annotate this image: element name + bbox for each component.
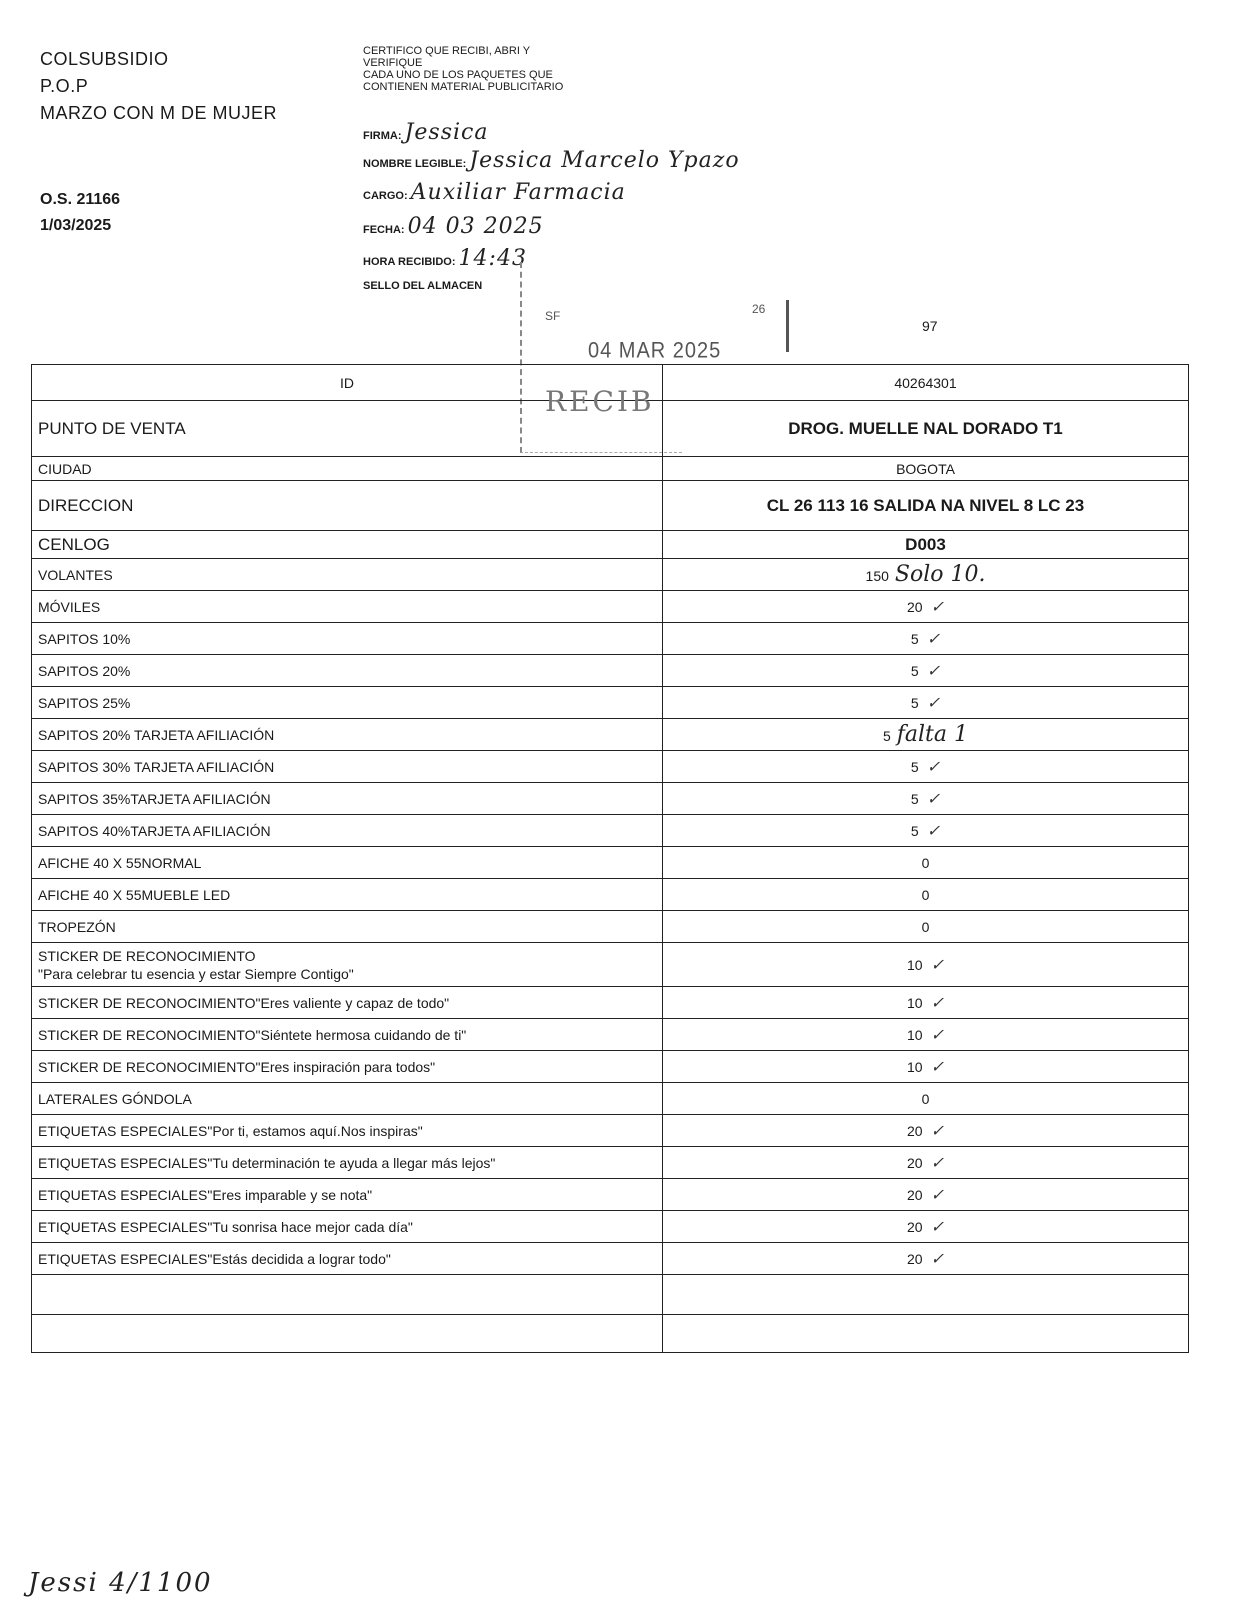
- fecha-value: 04 03 2025: [407, 214, 544, 239]
- table-row: [32, 531, 1189, 559]
- row-label: MÓVILES: [38, 598, 101, 615]
- row-label: ETIQUETAS ESPECIALES"Estás decidida a lograr todo": [38, 1250, 391, 1267]
- row-label-cell: [32, 879, 663, 911]
- row-value-cell: [663, 457, 1189, 481]
- row-value: 10: [907, 1059, 923, 1075]
- stamp-small-text: SF: [545, 309, 561, 323]
- row-value: 20: [907, 599, 923, 615]
- row-label-cell: [32, 719, 663, 751]
- check-mark-icon: ✓: [926, 789, 941, 808]
- row-value-cell: [663, 783, 1189, 815]
- row-label-line2: "Para celebrar tu esencia y estar Siempre Contigo": [38, 965, 354, 982]
- check-mark-icon: ✓: [930, 1249, 944, 1268]
- row-value: 5: [910, 631, 919, 647]
- row-label-cell: [32, 751, 663, 783]
- table-row: [32, 1315, 1189, 1353]
- check-mark-icon: ✓: [926, 757, 941, 776]
- table-row: [32, 751, 1189, 783]
- row-value: 20: [907, 1155, 923, 1171]
- row-value-cell: [663, 365, 1189, 401]
- row-value: 0: [921, 886, 930, 903]
- row-value-cell: [663, 531, 1189, 559]
- row-value-cell: [663, 655, 1189, 687]
- stamp-word: RECIB: [545, 385, 655, 418]
- table-row: [32, 1019, 1189, 1051]
- cert-line: VERIFIQUE: [363, 57, 423, 69]
- row-value: 10: [907, 995, 923, 1011]
- row-label-cell: [32, 1211, 663, 1243]
- check-mark-icon: ✓: [930, 1025, 944, 1044]
- row-label-cell: [32, 457, 663, 481]
- row-label: PUNTO DE VENTA: [38, 418, 186, 438]
- fecha-label: FECHA:: [363, 224, 405, 236]
- row-value-cell: [663, 1211, 1189, 1243]
- row-label-cell: [32, 655, 663, 687]
- row-label-cell: [32, 531, 663, 559]
- hora-row: [363, 246, 527, 271]
- row-value: 20: [907, 1187, 923, 1203]
- row-value-cell: [663, 481, 1189, 531]
- table-row: [32, 591, 1189, 623]
- row-value-cell: [663, 911, 1189, 943]
- row-value-cell: [663, 987, 1189, 1019]
- row-label-cell: [32, 1019, 663, 1051]
- row-label: SAPITOS 35%TARJETA AFILIACIÓN: [38, 790, 271, 807]
- row-value: 5: [910, 791, 919, 807]
- row-value-cell: [663, 1315, 1189, 1353]
- row-label: AFICHE 40 X 55NORMAL: [38, 854, 202, 871]
- table-row: [32, 1051, 1189, 1083]
- row-label-cell: [32, 591, 663, 623]
- table-row: [32, 987, 1189, 1019]
- row-label-cell: [32, 847, 663, 879]
- row-label: LATERALES GÓNDOLA: [38, 1090, 192, 1107]
- table-row: [32, 847, 1189, 879]
- os-number: O.S. 21166: [40, 191, 121, 208]
- table-row: [32, 911, 1189, 943]
- row-label: STICKER DE RECONOCIMIENTO"Siéntete hermosa cuidando de ti": [38, 1026, 467, 1043]
- nombre-value: Jessica Marcelo Ypazo: [469, 148, 740, 173]
- table-row: [32, 687, 1189, 719]
- table-row: [32, 623, 1189, 655]
- row-label: CIUDAD: [38, 460, 92, 477]
- row-value-cell: [663, 719, 1189, 751]
- category: P.O.P: [40, 76, 89, 96]
- cert-line: CADA UNO DE LOS PAQUETES QUE: [363, 69, 553, 81]
- stamp-bar: [786, 300, 789, 352]
- row-value-cell: [663, 1083, 1189, 1115]
- nombre-label: NOMBRE LEGIBLE:: [363, 158, 467, 170]
- row-value: 20: [907, 1123, 923, 1139]
- sello-row: [363, 280, 482, 292]
- row-value: 5: [910, 663, 919, 679]
- campaign-name: MARZO CON M DE MUJER: [40, 103, 277, 123]
- row-label-cell: [32, 815, 663, 847]
- row-value-cell: [663, 591, 1189, 623]
- cargo-label: CARGO:: [363, 190, 408, 202]
- row-value-cell: [663, 559, 1189, 591]
- check-mark-icon: ✓: [930, 955, 944, 974]
- check-mark-icon: ✓: [930, 993, 944, 1012]
- handwritten-note: falta 1: [896, 722, 969, 747]
- firma-value: Jessica: [404, 120, 489, 145]
- firma-row: [363, 120, 488, 145]
- table-row: [32, 1243, 1189, 1275]
- table-row: [32, 1211, 1189, 1243]
- row-value: CL 26 113 16 SALIDA NA NIVEL 8 LC 23: [766, 495, 1085, 515]
- row-value: 0: [921, 854, 930, 871]
- hora-label: HORA RECIBIDO:: [363, 256, 456, 268]
- row-label: VOLANTES: [38, 566, 113, 583]
- table-row: [32, 1083, 1189, 1115]
- row-label: AFICHE 40 X 55MUEBLE LED: [38, 886, 231, 903]
- check-mark-icon: ✓: [926, 821, 941, 840]
- table-row: [32, 943, 1189, 987]
- row-label: SAPITOS 25%: [38, 694, 131, 711]
- table-row: [32, 1179, 1189, 1211]
- row-value: BOGOTA: [896, 460, 955, 477]
- row-label-cell: [32, 1147, 663, 1179]
- table-row: [32, 655, 1189, 687]
- row-label: ETIQUETAS ESPECIALES"Tu determinación te ayuda a llegar más lejos": [38, 1154, 496, 1171]
- row-value-cell: [663, 1115, 1189, 1147]
- row-value: 20: [907, 1219, 923, 1235]
- row-value: 5: [910, 695, 919, 711]
- table-row: [32, 1147, 1189, 1179]
- row-label: STICKER DE RECONOCIMIENTO"Eres valiente y capaz de todo": [38, 994, 450, 1011]
- row-value-cell: [663, 687, 1189, 719]
- row-value: D003: [905, 534, 946, 554]
- row-label: ETIQUETAS ESPECIALES"Tu sonrisa hace mejor cada día": [38, 1218, 413, 1235]
- row-label: STICKER DE RECONOCIMIENTO: [38, 947, 256, 964]
- certification-text: [363, 45, 663, 93]
- row-value-cell: [663, 815, 1189, 847]
- row-value-cell: [663, 847, 1189, 879]
- check-mark-icon: ✓: [926, 661, 941, 680]
- table-row: [32, 1275, 1189, 1315]
- row-label: DIRECCION: [38, 495, 134, 515]
- row-label: STICKER DE RECONOCIMIENTO"Eres inspiración para todos": [38, 1058, 436, 1075]
- row-label: SAPITOS 20%: [38, 662, 131, 679]
- row-value: 5: [910, 759, 919, 775]
- row-label-cell: [32, 987, 663, 1019]
- row-label-cell: [32, 911, 663, 943]
- cert-line: CERTIFICO QUE RECIBI, ABRI Y: [363, 45, 531, 57]
- row-value: 5: [882, 728, 891, 744]
- table-row: [32, 457, 1189, 481]
- order-block: [40, 187, 120, 239]
- table-row: [32, 783, 1189, 815]
- footer-signature: Jessi 4/1100: [28, 1568, 213, 1598]
- check-mark-icon: ✓: [930, 1057, 944, 1076]
- row-label-cell: [32, 1243, 663, 1275]
- cargo-value: Auxiliar Farmacia: [410, 180, 626, 205]
- row-label-cell: [32, 481, 663, 531]
- row-value-cell: [663, 401, 1189, 457]
- cert-line: CONTIENEN MATERIAL PUBLICITARIO: [363, 81, 564, 93]
- row-label: CENLOG: [38, 534, 110, 554]
- row-label-cell: [32, 1315, 663, 1353]
- order-date: 1/03/2025: [40, 217, 112, 234]
- check-mark-icon: ✓: [930, 1153, 944, 1172]
- hora-value: 14:43: [458, 246, 527, 271]
- table-row: [32, 879, 1189, 911]
- stamp-date: 04 MAR 2025: [588, 338, 722, 364]
- table-row: [32, 1115, 1189, 1147]
- row-label-cell: [32, 687, 663, 719]
- check-mark-icon: ✓: [926, 693, 941, 712]
- row-value-cell: [663, 943, 1189, 987]
- row-label: SAPITOS 30% TARJETA AFILIACIÓN: [38, 758, 275, 775]
- check-mark-icon: ✓: [926, 629, 941, 648]
- row-label: ETIQUETAS ESPECIALES"Eres imparable y se nota": [38, 1186, 373, 1203]
- stamp-number: 26: [752, 302, 766, 316]
- row-value-cell: [663, 1179, 1189, 1211]
- row-value: 0: [921, 1090, 930, 1107]
- row-value: DROG. MUELLE NAL DORADO T1: [788, 418, 1063, 438]
- row-value: 10: [907, 957, 923, 973]
- row-label-cell: [32, 559, 663, 591]
- table-row: [32, 719, 1189, 751]
- row-label: SAPITOS 20% TARJETA AFILIACIÓN: [38, 726, 275, 743]
- row-value: 40264301: [894, 374, 957, 391]
- table-row: [32, 815, 1189, 847]
- header-left: [40, 46, 277, 127]
- row-label-cell: [32, 1051, 663, 1083]
- row-value-cell: [663, 1275, 1189, 1315]
- row-value-cell: [663, 751, 1189, 783]
- row-label-cell: [32, 623, 663, 655]
- material-table: [31, 364, 1189, 1353]
- check-mark-icon: ✓: [930, 597, 944, 616]
- row-value: 20: [907, 1251, 923, 1267]
- row-value-cell: [663, 879, 1189, 911]
- check-mark-icon: ✓: [930, 1121, 944, 1140]
- row-value-cell: [663, 623, 1189, 655]
- table-row: [32, 559, 1189, 591]
- org-name: COLSUBSIDIO: [40, 49, 169, 69]
- row-label-cell: [32, 783, 663, 815]
- table-row: [32, 481, 1189, 531]
- check-mark-icon: ✓: [930, 1185, 944, 1204]
- row-label-cell: [32, 1179, 663, 1211]
- row-value: 150: [865, 568, 889, 584]
- row-label-cell: [32, 1115, 663, 1147]
- row-value-cell: [663, 1147, 1189, 1179]
- fecha-row: [363, 214, 544, 239]
- row-value-cell: [663, 1243, 1189, 1275]
- row-label-cell: [32, 1275, 663, 1315]
- row-value-cell: [663, 1019, 1189, 1051]
- row-value-cell: [663, 1051, 1189, 1083]
- row-label: SAPITOS 40%TARJETA AFILIACIÓN: [38, 822, 271, 839]
- handwritten-note: Solo 10.: [894, 562, 986, 587]
- row-label-cell: [32, 943, 663, 987]
- check-mark-icon: ✓: [930, 1217, 944, 1236]
- side-number: 97: [922, 318, 938, 334]
- row-value: 5: [910, 823, 919, 839]
- row-label: TROPEZÓN: [38, 918, 116, 935]
- nombre-row: [363, 148, 740, 173]
- firma-label: FIRMA:: [363, 130, 402, 142]
- row-value: 10: [907, 1027, 923, 1043]
- row-label: ID: [340, 374, 354, 391]
- row-label-cell: [32, 1083, 663, 1115]
- cargo-row: [363, 180, 626, 205]
- row-value: 0: [921, 918, 930, 935]
- row-label: SAPITOS 10%: [38, 630, 131, 647]
- row-label: ETIQUETAS ESPECIALES"Por ti, estamos aquí.Nos inspiras": [38, 1122, 423, 1139]
- sello-label: SELLO DEL ALMACEN: [363, 280, 483, 292]
